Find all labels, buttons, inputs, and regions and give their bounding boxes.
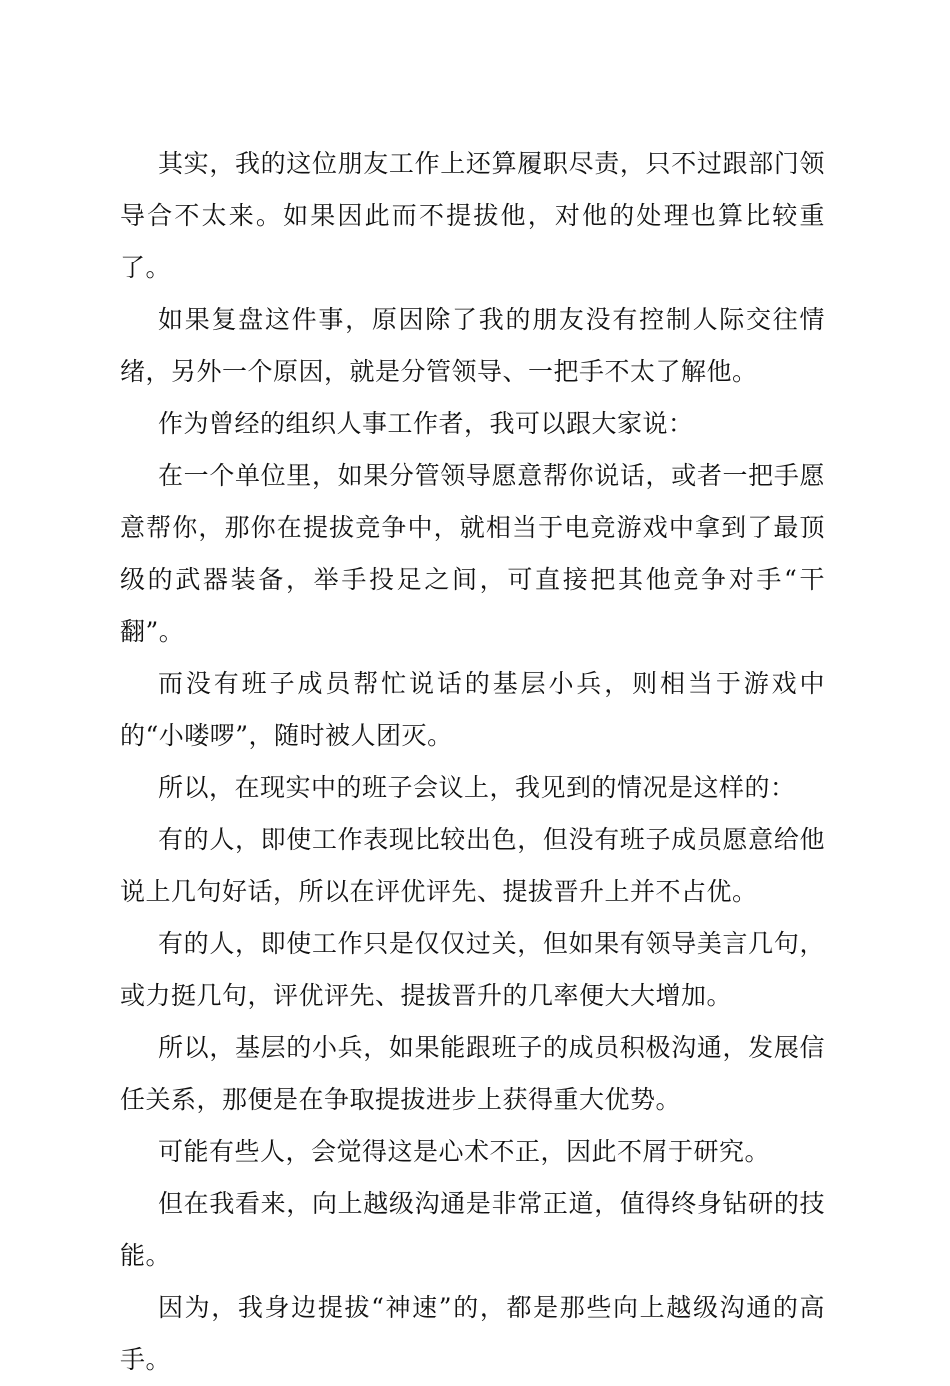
document-body <box>120 138 825 1386</box>
paragraph: 如果复盘这件事，原因除了我的朋友没有控制人际交往情绪，另外一个原因，就是分管领导、一把手不太了解他。 <box>120 305 825 386</box>
paragraph: 有的人，即使工作表现比较出色，但没有班子成员愿意给他说上几句好话，所以在评优评先、提拔晋升上并不占优。 <box>120 825 825 906</box>
paragraph: 所以，基层的小兵，如果能跟班子的成员积极沟通，发展信任关系，那便是在争取提拔进步上获得重大优势。 <box>120 1033 825 1114</box>
paragraph: 而没有班子成员帮忙说话的基层小兵，则相当于游戏中的“小喽啰”，随时被人团灭。 <box>120 669 825 750</box>
paragraph: 所以，在现实中的班子会议上，我见到的情况是这样的： <box>158 773 796 802</box>
paragraph: 作为曾经的组织人事工作者，我可以跟大家说： <box>158 409 694 438</box>
paragraph: 在一个单位里，如果分管领导愿意帮你说话，或者一把手愿意帮你，那你在提拔竞争中，就相当于电竞游戏中拿到了最顶级的武器装备，举手投足之间，可直接把其他竞争对手“干翻”。 <box>120 461 825 646</box>
paragraph: 因为，我身边提拔“神速”的，都是那些向上越级沟通的高手。 <box>120 1293 825 1374</box>
paragraph: 但在我看来，向上越级沟通是非常正道，值得终身钻研的技能。 <box>120 1189 825 1270</box>
paragraph: 可能有些人，会觉得这是心术不正，因此不屑于研究。 <box>158 1137 771 1166</box>
paragraph: 有的人，即使工作只是仅仅过关，但如果有领导美言几句，或力挺几句，评优评先、提拔晋升的几率便大大增加。 <box>120 929 825 1010</box>
paragraph: 其实，我的这位朋友工作上还算履职尽责，只不过跟部门领导合不太来。如果因此而不提拔他，对他的处理也算比较重了。 <box>120 149 825 282</box>
